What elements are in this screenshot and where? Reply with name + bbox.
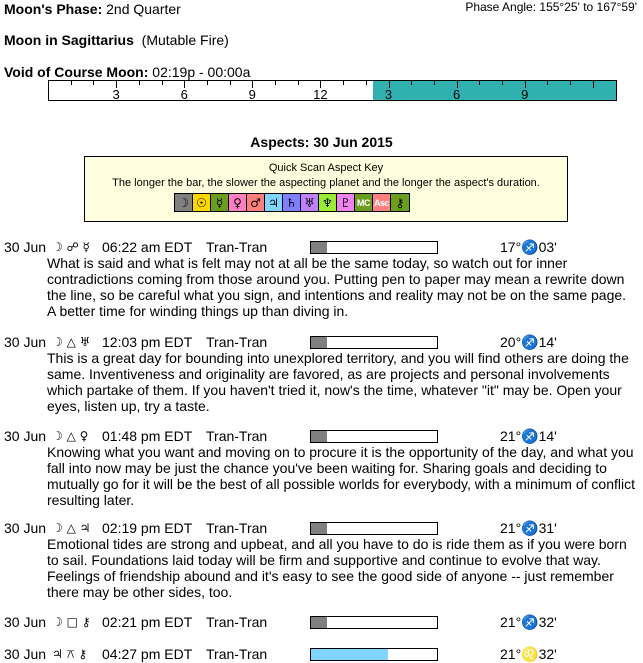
aspect-key	[84, 156, 568, 222]
voc-value: 02:19p - 00:00a	[152, 64, 251, 80]
aspect-type: Tran-Tran	[206, 614, 268, 630]
moon-sign-value: (Mutable Fire)	[141, 32, 229, 48]
aspect-date: 30 Jun	[4, 614, 47, 630]
void-of-course	[4, 64, 250, 80]
aspect-duration-bar	[310, 430, 438, 443]
aspect-duration-bar	[310, 522, 438, 535]
phase-angle	[465, 0, 637, 14]
mc-icon: MC	[355, 194, 373, 211]
aspect-duration-fill	[311, 337, 327, 348]
aspect-date: 30 Jun	[4, 334, 47, 350]
aspect-description: Knowing what you want and moving on to procure it is the opportunity of the day, and what you fall into now may be just the chance you've been waiting for. Sharing goals and deciding to mutually go for it will be the best of all possible worlds for everybody, with a minimum of conflict resulting later.	[47, 444, 635, 508]
moon-phase-value: 2nd Quarter	[106, 1, 181, 17]
timeline-tick-label: 3	[112, 87, 120, 102]
aspect-symbols: ♃ ⚻ ⚷	[52, 647, 88, 661]
aspect-duration-bar	[310, 241, 438, 254]
key-glyph-strip	[174, 193, 410, 212]
aspect-type: Tran-Tran	[206, 334, 268, 350]
voc-label: Void of Course Moon:	[4, 64, 149, 80]
aspect-duration-bar	[310, 336, 438, 349]
timeline-tick-label: 3	[384, 87, 393, 102]
key-title: Quick Scan Aspect Key	[268, 162, 384, 174]
aspect-position: 21°♌32'	[500, 646, 557, 662]
mercury-icon: ☿	[211, 194, 229, 211]
timeline-tick-label: 6	[180, 87, 188, 102]
aspect-symbols: ☽ △ ♀	[52, 429, 89, 443]
timeline-tick-label: 12	[313, 87, 328, 102]
aspect-position: 21°♐14'	[500, 428, 557, 444]
timeline-tick	[593, 81, 594, 88]
aspect-type: Tran-Tran	[206, 520, 268, 536]
aspect-type: Tran-Tran	[206, 239, 268, 255]
aspect-description: What is said and what is felt may not at all be the same today, so watch out for inner contradictions coming from those around you. Putting pen to paper may mean a rewrite down the line, so be careful what you sign, and intentions and reality may not be on the same page. A better time for winding things up than diving in.	[47, 255, 627, 319]
timeline-tick	[434, 81, 435, 85]
aspect-position: 20°♐14'	[500, 334, 557, 350]
neptune-icon: ♆	[319, 194, 337, 211]
aspect-position: 17°♐03'	[500, 239, 557, 255]
timeline-tick-label: 6	[452, 87, 461, 102]
aspect-symbols: ☽ □ ⚷	[52, 615, 91, 629]
asc-icon: Asc	[373, 194, 391, 211]
aspect-duration-fill	[311, 242, 327, 253]
aspect-time: 01:48 pm EDT	[102, 428, 193, 444]
timeline-tick	[502, 81, 503, 85]
timeline-tick	[479, 81, 480, 85]
aspects-title: Aspects: 30 Jun 2015	[250, 134, 393, 150]
timeline-tick	[411, 81, 412, 85]
moon-sign-label: Moon in Sagittarius	[4, 32, 134, 48]
moon-phase-label: Moon's Phase:	[4, 1, 103, 17]
saturn-icon: ♄	[283, 194, 301, 211]
chiron-icon: ⚷	[391, 194, 409, 211]
aspect-duration-fill	[311, 649, 388, 660]
timeline-tick	[162, 81, 163, 85]
pluto-icon: ♇	[337, 194, 355, 211]
timeline-tick	[547, 81, 548, 85]
aspect-duration-bar	[310, 648, 438, 661]
timeline-tick	[343, 81, 344, 85]
timeline-tick	[570, 81, 571, 85]
aspect-date: 30 Jun	[4, 428, 47, 444]
moon-icon: ☽	[175, 194, 193, 211]
moon-phase	[4, 1, 181, 17]
key-description: The longer the bar, the slower the aspecting planet and the longer the aspect's duration.	[112, 177, 540, 189]
aspect-symbols: ☽ ☍ ☿	[52, 240, 90, 254]
aspect-duration-fill	[311, 617, 327, 628]
sun-icon: ☉	[193, 194, 211, 211]
aspect-description: Emotional tides are strong and upbeat, and all you have to do is ride them as if you were born to sail. Foundations laid today will be firm and supportive and continue to evolve that way. Feelings of friendship abound and it's easy to see the good side of anyone -- just remember there may be other sides, too.	[47, 536, 627, 600]
aspect-type: Tran-Tran	[206, 646, 268, 662]
aspect-date: 30 Jun	[4, 520, 47, 536]
aspect-duration-bar	[310, 616, 438, 629]
aspect-date: 30 Jun	[4, 646, 47, 662]
timeline-tick	[230, 81, 231, 85]
timeline-tick	[207, 81, 208, 85]
aspect-time: 02:19 pm EDT	[102, 520, 193, 536]
timeline-tick	[298, 81, 299, 85]
timeline-tick-label: 9	[248, 87, 256, 102]
timeline-tick	[366, 81, 367, 85]
timeline-tick	[71, 81, 72, 85]
aspect-time: 02:21 pm EDT	[102, 614, 193, 630]
aspect-duration-fill	[311, 523, 327, 534]
void-period-fill	[373, 81, 616, 100]
aspect-time: 04:27 pm EDT	[102, 646, 193, 662]
aspect-time: 12:03 pm EDT	[102, 334, 193, 350]
aspect-position: 21°♐32'	[500, 614, 557, 630]
timeline-tick	[139, 81, 140, 85]
venus-icon: ♀	[229, 194, 247, 211]
timeline-tick	[275, 81, 276, 85]
aspect-symbols: ☽ △ ♅	[52, 335, 91, 349]
void-of-course-timeline	[48, 80, 617, 101]
moon-sign	[4, 32, 229, 48]
uranus-icon: ♅	[301, 194, 319, 211]
timeline-tick	[93, 81, 94, 85]
aspect-date: 30 Jun	[4, 239, 47, 255]
aspect-type: Tran-Tran	[206, 428, 268, 444]
aspect-position: 21°♐31'	[500, 520, 557, 536]
aspect-duration-fill	[311, 431, 327, 442]
phase-angle-label: Phase Angle:	[465, 0, 537, 14]
jupiter-icon: ♃	[265, 194, 283, 211]
aspect-symbols: ☽ △ ♃	[52, 521, 91, 535]
mars-icon: ♂	[247, 194, 265, 211]
aspect-description: This is a great day for bounding into unexplored territory, and you will find others are doing the same. Inventiveness and originality are favored, as are projects and personal involvements which partake of them. If you haven't tried it, now's the time, whatever "it" may be. Open your eyes, listen up, try a taste.	[47, 350, 629, 414]
phase-angle-value: 155°25' to 167°59'	[539, 0, 637, 14]
aspect-time: 06:22 am EDT	[102, 239, 193, 255]
timeline-tick-label: 9	[521, 87, 529, 102]
